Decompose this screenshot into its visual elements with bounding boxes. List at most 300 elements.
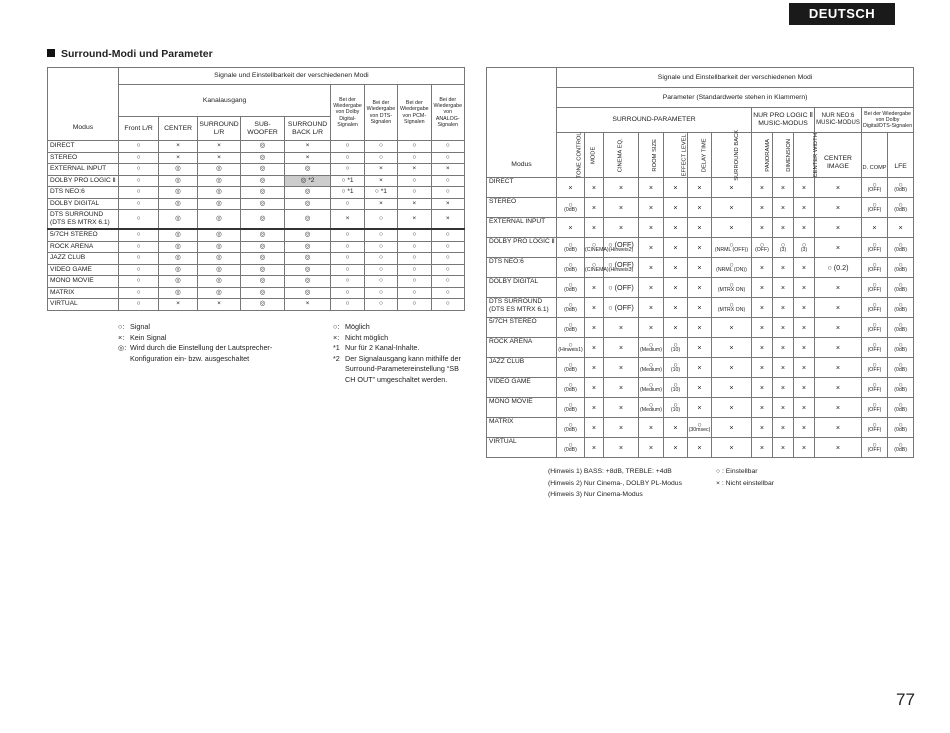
table-cell: ○: [118, 152, 158, 164]
table-cell: [794, 178, 815, 198]
section-title-text: Surround-Modi und Parameter: [61, 48, 213, 60]
cell-symbol: ○: [898, 260, 903, 270]
table-cell: [604, 278, 639, 298]
mode-cell: 5/7CH STEREO: [487, 318, 557, 338]
table-cell: ◎: [284, 287, 331, 299]
table-cell: [604, 198, 639, 218]
cell-default-value: (0dB): [564, 387, 577, 394]
table-cell: [773, 358, 794, 378]
cell-symbol: ○: [898, 340, 903, 350]
cell-symbol: ×: [618, 322, 624, 332]
table-cell: [794, 278, 815, 298]
cell-symbol: ×: [591, 342, 597, 352]
table-cell: [585, 218, 604, 238]
cell-default-value: (0dB): [894, 247, 907, 254]
table-cell: [752, 398, 773, 418]
table-cell: [712, 238, 752, 258]
cell-default-value: (NRML (ON)): [716, 267, 747, 274]
table-cell: [557, 418, 585, 438]
cell-symbol: ×: [673, 202, 678, 212]
cell-symbol: ×: [648, 262, 654, 272]
legend-signal: Signal: [130, 322, 150, 331]
cell-symbol: ○ (OFF): [608, 282, 634, 292]
table-cell: [557, 438, 585, 458]
legend-nicht-einstellbar: × : Nicht einstellbar: [716, 479, 774, 487]
table-cell: [862, 338, 888, 358]
table-cell: [752, 438, 773, 458]
table-cell: ◎: [159, 229, 197, 241]
cell-symbol: ×: [835, 282, 841, 292]
table-cell: [794, 318, 815, 338]
table-cell: [639, 418, 664, 438]
cell-symbol: ○: [568, 300, 573, 310]
table-cell: [752, 278, 773, 298]
cell-symbol: ×: [729, 362, 734, 372]
table-cell: [688, 238, 712, 258]
table-cell: [712, 418, 752, 438]
table-cell: ○: [118, 198, 158, 210]
table-cell: ○: [364, 287, 397, 299]
table-cell: [664, 338, 688, 358]
cell-symbol: ○: [673, 340, 678, 350]
table-cell: [585, 358, 604, 378]
cell-symbol: ×: [835, 322, 841, 332]
table-cell: ○: [364, 241, 397, 253]
cell-symbol: ×: [780, 382, 786, 392]
cell-symbol: ×: [729, 222, 734, 232]
cell-symbol: ×: [648, 422, 654, 432]
table-cell: [712, 278, 752, 298]
cell-default-value: (Medium): [640, 367, 662, 374]
t1-col-front: Front L/R: [118, 117, 158, 141]
table-cell: [712, 358, 752, 378]
table-cell: [712, 298, 752, 318]
t1-col-surround: SURROUND L/R: [197, 117, 241, 141]
cell-symbol: ×: [591, 422, 597, 432]
t1-pb-dolby: Bei der Wiedergabe von Dolby Digital-Signalen: [331, 85, 364, 141]
mode-cell: DTS SURROUND (DTS ES MTRX 6.1): [487, 298, 557, 318]
cell-symbol: ×: [648, 242, 654, 252]
cell-symbol: ×: [618, 222, 624, 232]
legend-signals: [118, 322, 272, 364]
t1-pb-dts: Bei der Wiedergabe von DTS-Signalen: [364, 85, 397, 141]
table-cell: [888, 358, 914, 378]
table-cell: [888, 318, 914, 338]
table-cell: ○: [331, 164, 364, 176]
mode-cell: MONO MOVIE: [487, 398, 557, 418]
table-cell: [688, 398, 712, 418]
table-cell: [664, 218, 688, 238]
table-row: [48, 187, 465, 199]
cell-symbol: ×: [697, 302, 702, 312]
table-cell: [639, 298, 664, 318]
table-cell: ○: [118, 141, 158, 153]
cell-symbol: ×: [780, 182, 786, 192]
cell-symbol: ×: [780, 342, 786, 352]
cell-symbol: ○: [673, 380, 678, 390]
table-row: [487, 238, 914, 258]
cell-default-value: (OFF): [867, 387, 882, 394]
table-cell: [862, 318, 888, 338]
table-cell: [862, 238, 888, 258]
table-cell: ○: [118, 175, 158, 187]
table-cell: [794, 358, 815, 378]
table-cell: [815, 358, 862, 378]
mode-cell: STEREO: [487, 198, 557, 218]
table-cell: ○: [431, 152, 464, 164]
cell-symbol: ×: [780, 402, 786, 412]
cell-default-value: (0dB): [564, 427, 577, 434]
table-cell: [557, 218, 585, 238]
table-cell: ◎: [241, 287, 285, 299]
cell-symbol: ×: [697, 342, 702, 352]
table-cell: ○: [398, 241, 431, 253]
cell-symbol: ○: [729, 240, 734, 250]
table-cell: ◎: [241, 198, 285, 210]
table-cell: ○: [398, 141, 431, 153]
cell-symbol: ○ (OFF): [608, 240, 634, 250]
cell-symbol: ×: [697, 182, 702, 192]
table-cell: ◎: [159, 264, 197, 276]
mode-cell: JAZZ CLUB: [487, 358, 557, 378]
mode-cell: DOLBY DIGITAL: [48, 198, 119, 210]
table-cell: [639, 318, 664, 338]
table-cell: [888, 378, 914, 398]
table-cell: ○: [118, 241, 158, 253]
table-cell: [604, 298, 639, 318]
t2-col-lfe: LFE: [888, 133, 914, 178]
cell-default-value: (0dB): [564, 247, 577, 254]
table-cell: [688, 278, 712, 298]
table-cell: ○: [431, 276, 464, 288]
cell-symbol: ○: [872, 240, 877, 250]
table-cell: ◎: [241, 253, 285, 265]
table-cell: [752, 418, 773, 438]
cell-default-value: (10): [670, 347, 681, 354]
table-cell: [639, 238, 664, 258]
table-cell: [712, 258, 752, 278]
cell-default-value: (0dB): [894, 187, 907, 194]
legend-moeglich: Möglich: [345, 322, 370, 331]
language-badge: DEUTSCH: [789, 3, 895, 25]
table-row: [487, 358, 914, 378]
mode-cell: ROCK ARENA: [487, 338, 557, 358]
table-cell: ◎: [159, 241, 197, 253]
table-cell: [639, 258, 664, 278]
cell-symbol: ×: [697, 262, 702, 272]
table-cell: ◎: [159, 287, 197, 299]
table-cell: [888, 178, 914, 198]
table-cell: [888, 398, 914, 418]
table-cell: ○: [398, 152, 431, 164]
t2-col-panorama: PANORAMA: [752, 133, 773, 178]
cell-symbol: ×: [780, 442, 786, 452]
legend-nicht: Nicht möglich: [345, 332, 389, 342]
cell-symbol: ×: [673, 182, 678, 192]
cross-icon: ×:: [118, 332, 125, 342]
t1-mode-header: Modus: [48, 68, 119, 141]
mode-cell: 5/7CH STEREO: [48, 229, 119, 241]
cell-default-value: (0dB): [564, 207, 577, 214]
hinweis-1: (Hinweis 1) BASS: +8dB, TREBLE: +4dB: [548, 468, 672, 475]
cell-symbol: ×: [729, 442, 734, 452]
t2-col-center-width: CENTER WIDTH: [794, 133, 815, 178]
table-cell: ◎ *2: [284, 175, 331, 187]
table-row: [487, 378, 914, 398]
cell-symbol: ○: [801, 240, 807, 250]
cell-symbol: ○: [568, 200, 573, 210]
table-cell: [585, 438, 604, 458]
t2-dolby-dts-header: Bei der Wiedergabe von Dolby Digital/DTS-Signalen: [862, 108, 914, 133]
table-cell: ×: [364, 175, 397, 187]
cell-symbol: ×: [801, 342, 807, 352]
table-cell: [664, 318, 688, 338]
cell-symbol: ×: [801, 362, 807, 372]
cell-default-value: (OFF): [867, 427, 882, 434]
table-cell: [794, 398, 815, 418]
cell-default-value: (MTRX ON): [717, 287, 746, 294]
table-cell: [557, 298, 585, 318]
cell-default-value: (OFF): [867, 247, 882, 254]
cell-symbol: ×: [568, 222, 573, 232]
cell-default-value: (0dB): [894, 327, 907, 334]
cell-symbol: ×: [835, 222, 841, 232]
table-row: [487, 278, 914, 298]
cell-symbol: ○: [568, 400, 573, 410]
t2-col-room-size: ROOM SIZE: [639, 133, 664, 178]
cell-default-value: (Hinweis3): [608, 267, 634, 274]
table-cell: [712, 438, 752, 458]
table-cell: [773, 178, 794, 198]
table-cell: ◎: [284, 198, 331, 210]
cell-symbol: ○: [898, 440, 903, 450]
table-cell: [557, 378, 585, 398]
hinweis-2: (Hinweis 2) Nur Cinema-, DOLBY PL-Modus: [548, 479, 682, 487]
table-cell: [888, 278, 914, 298]
cell-default-value: (0dB): [894, 307, 907, 314]
cell-default-value: (Hinweis2): [608, 247, 634, 254]
table-cell: ×: [284, 152, 331, 164]
cell-default-value: (30msec): [688, 427, 711, 434]
table-row: [48, 287, 465, 299]
cell-symbol: ×: [618, 442, 624, 452]
table-cell: ×: [398, 210, 431, 230]
cell-symbol: ○: [872, 400, 877, 410]
cell-symbol: ○: [872, 360, 877, 370]
cell-symbol: ○: [898, 280, 903, 290]
table-cell: [688, 258, 712, 278]
table-cell: [664, 378, 688, 398]
t1-col-sub: SUB-WOOFER: [241, 117, 285, 141]
cell-symbol: ×: [618, 342, 624, 352]
cell-symbol: ○ (OFF): [608, 302, 634, 312]
table-cell: ◎: [197, 198, 241, 210]
t1-col-center: CENTER: [159, 117, 197, 141]
cell-default-value: (Hinweis1): [558, 347, 583, 354]
table-cell: ○: [398, 187, 431, 199]
table-row: [48, 264, 465, 276]
table-cell: ◎: [284, 187, 331, 199]
table-cell: [688, 438, 712, 458]
table-cell: ○: [398, 264, 431, 276]
table-cell: [688, 418, 712, 438]
table-cell: ◎: [284, 241, 331, 253]
table-cell: [585, 298, 604, 318]
cell-symbol: ×: [835, 362, 841, 372]
table-cell: [815, 318, 862, 338]
cell-default-value: (0dB): [894, 367, 907, 374]
table-cell: ◎: [241, 210, 285, 230]
table-cell: [585, 338, 604, 358]
table-cell: ×: [431, 210, 464, 230]
table-cell: ○: [398, 276, 431, 288]
mode-cell: DTS NEO:6: [48, 187, 119, 199]
table-cell: [752, 298, 773, 318]
cell-symbol: ×: [591, 182, 597, 192]
table-cell: [794, 258, 815, 278]
cell-symbol: ×: [801, 402, 807, 412]
table-cell: [604, 178, 639, 198]
cell-symbol: ×: [801, 442, 807, 452]
table-cell: ○: [331, 299, 364, 311]
cell-symbol: ×: [618, 182, 624, 192]
table-cell: ◎: [197, 253, 241, 265]
bullet-square-icon: [47, 49, 55, 57]
table-cell: [639, 178, 664, 198]
cell-symbol: ○: [648, 380, 654, 390]
cell-symbol: ○: [780, 240, 786, 250]
table-cell: ○: [431, 253, 464, 265]
mode-cell: JAZZ CLUB: [48, 253, 119, 265]
cell-symbol: ×: [780, 322, 786, 332]
cell-symbol: ×: [759, 202, 765, 212]
cell-default-value: (OFF): [867, 347, 882, 354]
cell-symbol: ×: [801, 282, 807, 292]
table-cell: [752, 358, 773, 378]
cell-symbol: ○: [898, 200, 903, 210]
table-cell: [862, 178, 888, 198]
table-cell: [604, 418, 639, 438]
table-cell: [604, 218, 639, 238]
table-cell: [664, 358, 688, 378]
cell-symbol: ×: [801, 382, 807, 392]
t2-neo-header: NUR NEO:6 MUSIC-MODUS: [815, 108, 862, 133]
cell-symbol: ×: [648, 202, 654, 212]
cell-symbol: ×: [697, 442, 702, 452]
cell-symbol: ×: [801, 222, 807, 232]
legend-n1: Nur für 2 Kanal-Inhalte.: [345, 343, 420, 352]
cell-symbol: ○: [568, 240, 573, 250]
table-cell: ×: [431, 198, 464, 210]
cell-default-value: (OFF): [867, 407, 882, 414]
cell-symbol: ○: [872, 180, 877, 190]
table-cell: [639, 398, 664, 418]
t2-col-tone: TONE CONTROL: [557, 133, 585, 178]
table-cell: [888, 298, 914, 318]
cell-symbol: ○ (0.2): [827, 262, 849, 272]
cell-default-value: (0dB): [564, 267, 577, 274]
table-row: [48, 241, 465, 253]
cell-symbol: ×: [729, 402, 734, 412]
cell-symbol: ○: [568, 380, 573, 390]
cell-symbol: ○ (OFF): [608, 260, 634, 270]
table-cell: [794, 338, 815, 358]
table-cell: ○: [364, 299, 397, 311]
cell-symbol: ○: [898, 360, 903, 370]
table-cell: ○: [364, 152, 397, 164]
table-cell: ◎: [159, 198, 197, 210]
table-row: [48, 229, 465, 241]
legend-possible: [333, 322, 461, 385]
cell-symbol: ○: [568, 280, 573, 290]
cell-symbol: ○: [568, 260, 573, 270]
table-cell: [639, 218, 664, 238]
cell-symbol: ×: [729, 382, 734, 392]
cell-symbol: ×: [673, 282, 678, 292]
table-cell: ×: [398, 198, 431, 210]
table-cell: [773, 258, 794, 278]
table-cell: ○: [331, 141, 364, 153]
cell-symbol: ×: [729, 342, 734, 352]
table-cell: [815, 178, 862, 198]
table-cell: ◎: [159, 175, 197, 187]
table-cell: [664, 198, 688, 218]
table-cell: [888, 338, 914, 358]
cell-default-value: (OFF): [867, 367, 882, 374]
cell-symbol: ×: [801, 202, 807, 212]
table-cell: [639, 438, 664, 458]
table-cell: [557, 278, 585, 298]
table-cell: ○: [398, 287, 431, 299]
table-cell: [888, 198, 914, 218]
cell-default-value: (3): [800, 247, 808, 254]
table-cell: [585, 318, 604, 338]
cell-symbol: ○: [591, 240, 597, 250]
cell-symbol: ×: [759, 382, 765, 392]
cell-default-value: (10): [670, 367, 681, 374]
table-cell: [815, 278, 862, 298]
table-cell: [664, 418, 688, 438]
table-cell: ○: [331, 253, 364, 265]
table-cell: [794, 298, 815, 318]
table-cell: [815, 298, 862, 318]
table-cell: ○: [331, 198, 364, 210]
mode-cell: EXTERNAL INPUT: [487, 218, 557, 238]
table-cell: [557, 238, 585, 258]
table-cell: [862, 358, 888, 378]
cell-symbol: ×: [697, 202, 702, 212]
table-cell: ×: [398, 164, 431, 176]
t2-mode-header: Modus: [487, 68, 557, 178]
table-cell: ○: [398, 253, 431, 265]
legend-einstellbar: ○ : Einstellbar: [716, 468, 758, 475]
t2-col-center-image: CENTER IMAGE: [815, 133, 862, 178]
cell-symbol: ○: [729, 280, 734, 290]
table-cell: [752, 378, 773, 398]
table-row: [487, 298, 914, 318]
table-cell: ○: [331, 287, 364, 299]
cell-default-value: (0dB): [564, 287, 577, 294]
cell-symbol: ×: [835, 402, 841, 412]
cell-symbol: ×: [780, 262, 786, 272]
table-cell: [752, 178, 773, 198]
cell-symbol: ×: [673, 322, 678, 332]
table-row: [487, 318, 914, 338]
cell-default-value: (0dB): [894, 387, 907, 394]
cell-default-value: (0dB): [894, 267, 907, 274]
table-row: [48, 198, 465, 210]
table-cell: [664, 438, 688, 458]
